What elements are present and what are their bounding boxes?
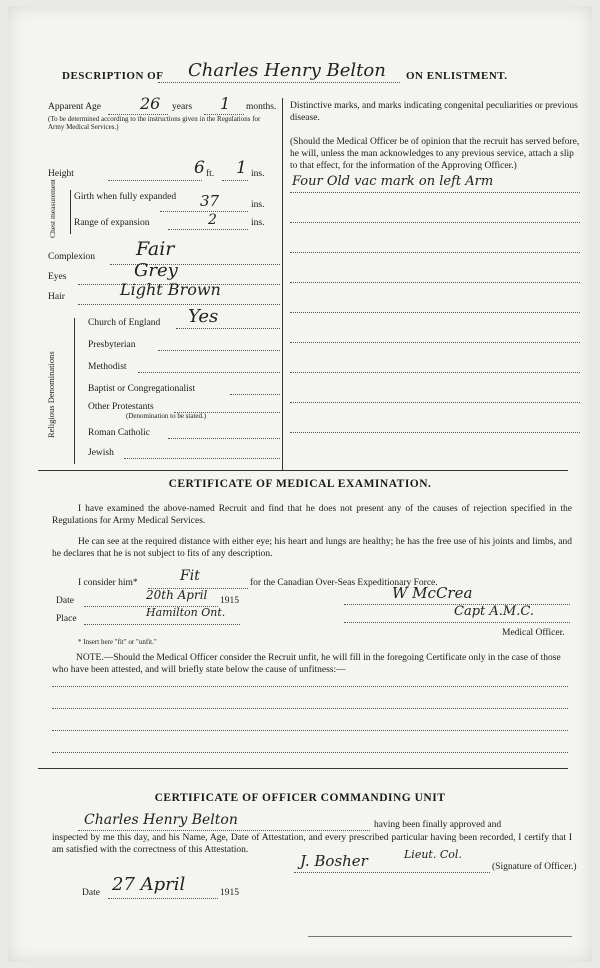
column-divider	[282, 98, 283, 470]
complexion-value: Fair	[136, 238, 175, 260]
hair-value: Light Brown	[120, 280, 221, 299]
age-years: 26	[140, 94, 161, 113]
eyes-value: Grey	[134, 260, 178, 281]
range-label: Range of expansion	[74, 218, 150, 228]
medical-footnote: * Insert here "fit" or "unfit."	[78, 638, 157, 646]
height-label: Height	[48, 169, 74, 179]
attestation-page	[8, 6, 592, 962]
commanding-date-year: 1915	[220, 888, 239, 898]
consider-label: I consider him*	[78, 578, 138, 588]
religion-jewish: Jewish	[88, 448, 114, 458]
medical-officer-rank: Capt A.M.C.	[454, 604, 534, 619]
religion-other-protestants: Other Protestants	[88, 402, 154, 412]
header-suffix: ON ENLISTMENT.	[406, 70, 508, 82]
medical-place-value: Hamilton Ont.	[146, 606, 226, 619]
eyes-label: Eyes	[48, 272, 67, 282]
medical-date-year: 1915	[220, 596, 239, 606]
commanding-para: inspected by me this day, and his Name, Age, Date of Attestation, and every prescribed particular having been recorded, I certify that I am satisfied with the correctness of this Attestation.	[52, 833, 572, 855]
medical-officer-label: Medical Officer.	[502, 628, 565, 638]
months-label: months.	[246, 102, 277, 112]
medical-date-value: 20th April	[146, 588, 208, 602]
medical-officer-signature: W McCrea	[392, 584, 473, 602]
religion-roman-catholic: Roman Catholic	[88, 428, 151, 438]
consider-suffix: for the Canadian Over-Seas Expeditionary Force.	[250, 578, 438, 588]
marks-value: Four Old vac mark on left Arm	[292, 174, 494, 189]
commanding-recruit-name: Charles Henry Belton	[84, 812, 238, 828]
section-rule	[38, 470, 568, 471]
girth-value: 37	[200, 192, 220, 210]
commanding-para-start: having been finally approved and	[374, 820, 502, 830]
medical-date-label: Date	[56, 596, 74, 606]
commanding-date-label: Date	[82, 888, 100, 898]
commanding-date-value: 27 April	[112, 874, 186, 895]
height-in: 1	[236, 158, 247, 178]
age-months: 1	[220, 94, 231, 113]
section-rule-2	[38, 768, 568, 769]
hair-label: Hair	[48, 292, 65, 302]
header-prefix: DESCRIPTION OF	[62, 70, 164, 82]
ins-label: ins.	[251, 169, 265, 179]
commanding-title: CERTIFICATE OF OFFICER COMMANDING UNIT	[154, 792, 446, 804]
years-label: years	[172, 102, 193, 112]
ft-label: ft.	[206, 169, 215, 179]
marks-label: Distinctive marks, and marks indicating congenital peculiarities or previous disease.	[290, 101, 578, 123]
medical-place-label: Place	[56, 614, 77, 624]
girth-label: Girth when fully expanded	[74, 192, 177, 202]
medical-note: NOTE.—Should the Medical Officer consider the Recruit unfit, he will fill in the foregoing Certificate only in the case of those who have been attested, and will briefly state below the cause of unfitness:—	[52, 653, 561, 675]
bottom-rule	[308, 936, 572, 937]
girth-ins: ins.	[251, 200, 265, 210]
age-note: (To be determined according to the instructions given in the Regulations for Army Medical Services.)	[48, 115, 261, 131]
medical-para2: He can see at the required distance with either eye; his heart and lungs are healthy; he has the free use of his joints and limbs, and he declares that he is not subject to fits of any description.	[52, 537, 572, 559]
consider-value: Fit	[180, 568, 200, 584]
religion-value: Yes	[188, 306, 219, 327]
religion-church-of-england: Church of England	[88, 318, 161, 328]
other-protestants-note: (Denomination to be stated.)	[126, 412, 207, 420]
marks-note: (Should the Medical Officer be of opinion that the recruit has served before, he will, unless the man acknowledges to any previous service, attach a slip to that effect, for the information of the Approving Officer.)	[290, 137, 580, 171]
medical-title: CERTIFICATE OF MEDICAL EXAMINATION.	[168, 478, 432, 490]
religion-label: Religious Denominations	[46, 351, 56, 438]
recruit-name: Charles Henry Belton	[188, 60, 386, 81]
chest-label: Chest measurement	[48, 179, 57, 238]
commanding-officer-rank: Lieut. Col.	[404, 848, 462, 861]
range-ins: ins.	[251, 218, 265, 228]
religion-baptist: Baptist or Congregationalist	[88, 384, 196, 394]
religion-methodist: Methodist	[88, 362, 127, 372]
commanding-signature-label: (Signature of Officer.)	[492, 862, 577, 872]
range-value: 2	[208, 212, 217, 228]
complexion-label: Complexion	[48, 252, 95, 262]
age-label: Apparent Age	[48, 102, 102, 112]
medical-para1: I have examined the above-named Recruit and find that he does not present any of the causes of rejection specified in the Regulations for Army Medical Services.	[52, 504, 572, 526]
height-ft: 6	[194, 158, 205, 178]
commanding-officer-signature: J. Bosher	[300, 852, 368, 870]
religion-presbyterian: Presbyterian	[88, 340, 136, 350]
